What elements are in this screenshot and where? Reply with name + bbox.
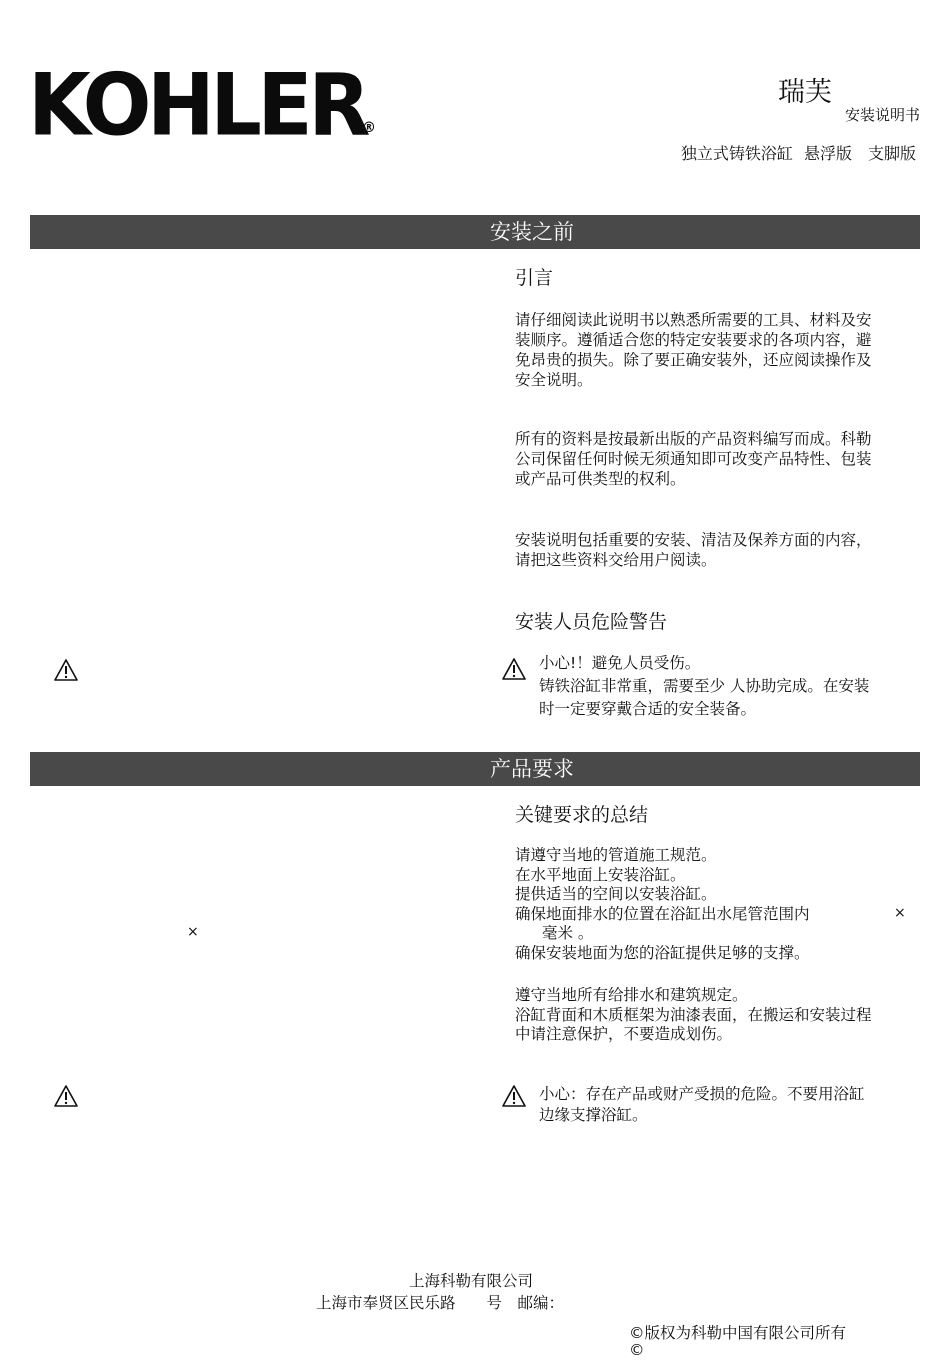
warning-line: 铸铁浴缸非常重，需要至少 人协助完成。在安装	[539, 677, 870, 695]
requirement-item: 提供适当的空间以安装浴缸。	[515, 885, 717, 903]
requirement-item: 确保安装地面为您的浴缸提供足够的支撑。	[515, 943, 810, 962]
summary-heading: 关键要求的总结	[515, 804, 649, 826]
text-line: 安装说明包括重要的安装、清洁及保养方面的内容，	[515, 531, 872, 549]
text-line: 所有的资料是按最新出版的产品资料编写而成。科勒	[515, 430, 872, 448]
registered-mark: ®	[362, 120, 376, 136]
requirement-item: 遵守当地所有给排水和建筑规定。	[515, 986, 748, 1004]
info-paragraph	[515, 429, 915, 489]
product-models: 独立式铸铁浴缸 悬浮版 支脚版	[680, 144, 916, 163]
company-address: 上海市奉贤区民乐路 号 邮编：	[316, 1294, 565, 1312]
requirement-item: 浴缸背面和木质框架为油漆表面，在搬运和安装过程	[515, 1005, 872, 1024]
requirement-item: 中请注意保护，不要造成划伤。	[515, 1025, 733, 1043]
requirements-list-2	[515, 986, 872, 1045]
times-sign: ×	[894, 905, 906, 921]
logo-wordmark: KOHLER	[28, 55, 367, 156]
text-line: 或产品可供类型的权利。	[515, 470, 686, 488]
handover-paragraph	[515, 530, 915, 570]
warning-line: 时一定要穿戴合适的安全装备。	[539, 700, 757, 718]
section-title: 安装之前	[490, 220, 574, 244]
warning-line: 小心!！避免人员受伤。	[539, 654, 701, 672]
warning-triangle-icon	[501, 657, 527, 685]
caution-line: 边缘支撑浴缸。	[539, 1106, 648, 1124]
section-bar-before-install	[30, 215, 920, 249]
copyright-symbol: ©	[629, 1341, 645, 1359]
text-line: 安全说明。	[515, 371, 593, 389]
text-line: 装顺序。遵循适合您的特定安装要求的各项内容，避	[515, 331, 872, 349]
copyright-line: ©版权为科勒中国有限公司所有	[629, 1324, 847, 1342]
times-sign: ×	[187, 924, 199, 940]
requirement-item: 毫米 。	[542, 924, 594, 942]
requirements-list	[515, 846, 810, 963]
warning-heading: 安装人员危险警告	[515, 611, 668, 633]
kohler-logo	[28, 55, 378, 156]
text-line: 免昂贵的损失。除了要正确安装外，还应阅读操作及	[515, 351, 872, 369]
warning-triangle-icon	[53, 1084, 79, 1112]
section-bar-product-requirements	[30, 752, 920, 786]
text-line: 请把这些资料交给用户阅读。	[515, 551, 717, 569]
intro-heading: 引言	[515, 267, 554, 289]
requirement-item: 请遵守当地的管道施工规范。	[515, 846, 717, 864]
text-line: 请仔细阅读此说明书以熟悉所需要的工具、材料及安	[515, 311, 872, 329]
company-name: 上海科勒有限公司	[409, 1272, 534, 1290]
intro-paragraph	[515, 310, 915, 390]
requirement-item: 确保地面排水的位置在浴缸出水尾管范围内	[515, 904, 810, 923]
requirement-item: 在水平地面上安装浴缸。	[515, 865, 686, 884]
warning-triangle-icon	[501, 1084, 527, 1112]
caution-text	[539, 1084, 865, 1126]
text-line: 公司保留任何时候无须通知即可改变产品特性、包装	[515, 450, 872, 468]
document-type: 安装说明书	[844, 106, 920, 124]
section-title: 产品要求	[490, 757, 574, 781]
warning-triangle-icon	[53, 658, 79, 686]
product-brand: 瑞芙	[778, 77, 832, 108]
warning-text	[539, 652, 869, 721]
caution-line: 小心：存在产品或财产受损的危险。不要用浴缸	[539, 1085, 865, 1103]
